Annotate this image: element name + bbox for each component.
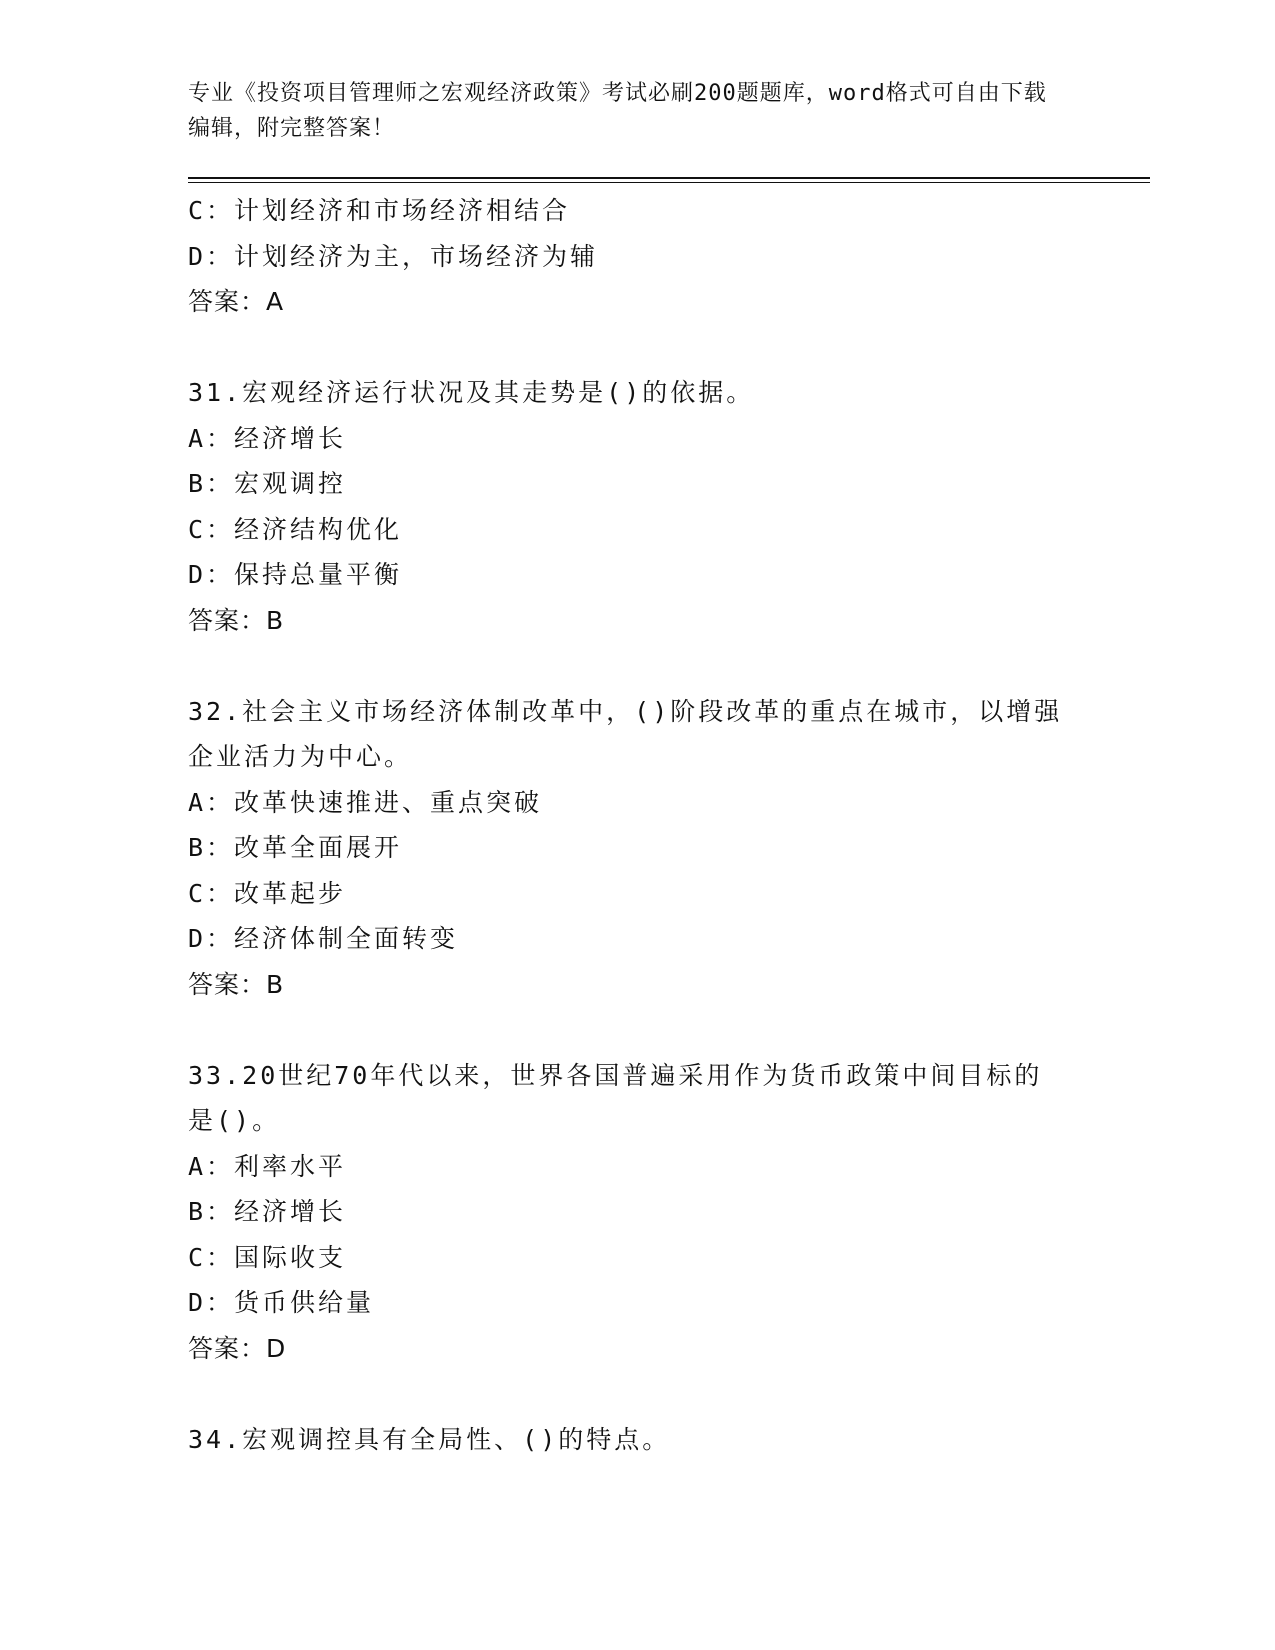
spacer [188, 325, 1088, 371]
answer-line: 答案：B [188, 605, 285, 635]
option-d: D：计划经济为主，市场经济为辅 [188, 241, 599, 271]
question-stem: 33.20世纪70年代以来，世界各国普遍采用作为货币政策中间目标的是()。 [188, 1060, 1043, 1135]
option-c: C：计划经济和市场经济相结合 [188, 196, 571, 225]
document-header: 专业《投资项目管理师之宏观经济政策》考试必刷200题题库，word格式可自由下载编辑，附完整答案！ [188, 81, 1047, 141]
answer-line: 答案：D [188, 1333, 287, 1363]
question-list [188, 188, 1088, 1462]
option-c: C：经济结构优化 [188, 514, 403, 544]
option-c: C：国际收支 [188, 1242, 347, 1272]
option-d: D：经济体制全面转变 [188, 924, 459, 953]
option-d: D：保持总量平衡 [188, 560, 403, 589]
question-block-32 [188, 689, 1088, 1008]
question-block-34 [188, 1417, 1088, 1463]
option-a: A：经济增长 [188, 423, 347, 453]
header-rule-thin [188, 182, 1150, 183]
option-b: B：改革全面展开 [188, 833, 403, 862]
header-rule-thick [188, 177, 1150, 179]
answer-line: 答案：B [188, 969, 285, 999]
answer-line: 答案：A [188, 287, 285, 316]
spacer [188, 1007, 1088, 1053]
question-stem: 34.宏观调控具有全局性、()的特点。 [188, 1424, 671, 1454]
spacer [188, 643, 1088, 689]
question-stem: 31.宏观经济运行状况及其走势是()的依据。 [188, 378, 755, 407]
option-a: A：改革快速推进、重点突破 [188, 787, 543, 817]
option-a: A：利率水平 [188, 1151, 347, 1181]
option-b: B：经济增长 [188, 1197, 347, 1226]
question-stem: 32.社会主义市场经济体制改革中，()阶段改革的重点在城市，以增强企业活力为中心。 [188, 696, 1063, 771]
spacer [188, 1371, 1088, 1417]
question-block-30 [188, 188, 1088, 325]
question-block-33 [188, 1053, 1088, 1372]
question-block-31 [188, 370, 1088, 643]
option-b: B：宏观调控 [188, 469, 347, 498]
option-d: D：货币供给量 [188, 1288, 375, 1317]
option-c: C：改革起步 [188, 878, 347, 908]
